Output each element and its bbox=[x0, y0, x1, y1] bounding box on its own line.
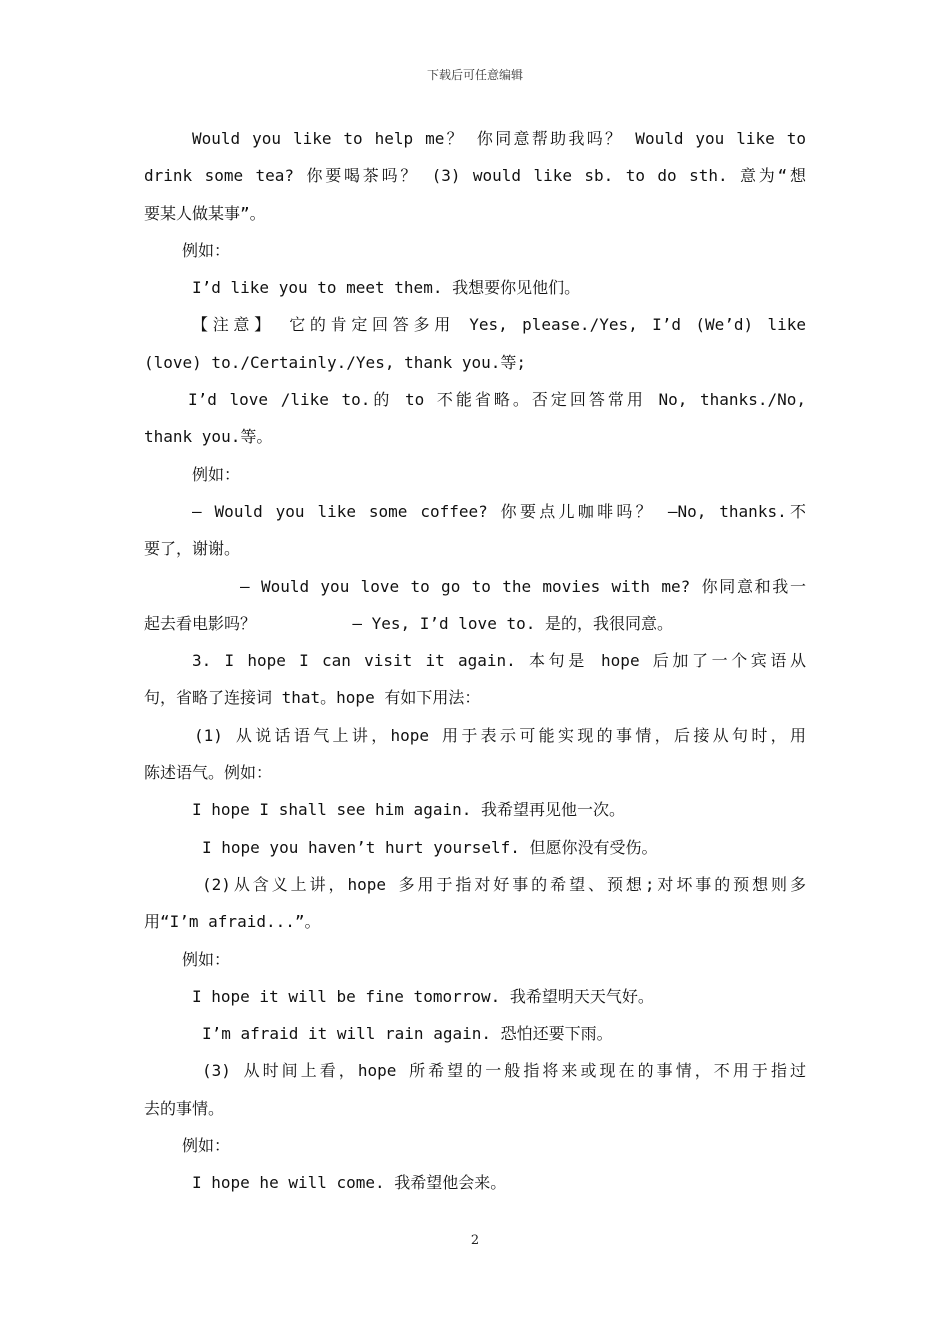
text-line: I’m afraid it will rain again. 恐怕还要下雨。 bbox=[202, 1024, 613, 1044]
text-line: 【注意】 它的肯定回答多用 Yes, please./Yes, I’d (We’d) like bbox=[192, 315, 806, 335]
text-line: (1) 从说话语气上讲，hope 用于表示可能实现的事情，后接从句时，用 bbox=[194, 725, 806, 745]
text-line: 起去看电影吗？ — Yes, I’d love to. 是的，我很同意。 bbox=[144, 613, 673, 633]
text-line: I hope you haven’t hurt yourself. 但愿你没有受伤。 bbox=[202, 837, 658, 857]
text-line: I’d like you to meet them. 我想要你见他们。 bbox=[192, 278, 581, 298]
text-line: 要了，谢谢。 bbox=[144, 539, 241, 559]
text-line: (love) to./Certainly./Yes, thank you.等; bbox=[144, 352, 527, 372]
text-line: 句，省略了连接词 that。hope 有如下用法： bbox=[144, 688, 481, 708]
text-line: I hope it will be fine tomorrow. 我希望明天天气好。 bbox=[192, 986, 654, 1006]
page-number: 2 bbox=[470, 1233, 480, 1248]
text-line: 要某人做某事”。 bbox=[144, 203, 266, 223]
text-line: (2)从含义上讲，hope 多用于指对好事的希望、预想;对坏事的预想则多 bbox=[202, 874, 806, 894]
text-line: 例如： bbox=[192, 464, 241, 484]
text-line: 用“I’m afraid...”。 bbox=[144, 912, 321, 932]
text-line: Would you like to help me？ 你同意帮助我吗？ Would you like to bbox=[192, 129, 806, 148]
text-line: — Would you like some coffee? 你要点儿咖啡吗？ —No, thanks.不 bbox=[192, 501, 806, 521]
text-line: (3) 从时间上看，hope 所希望的一般指将来或现在的事情，不用于指过 bbox=[202, 1061, 806, 1081]
text-line: I hope he will come. 我希望他会来。 bbox=[192, 1173, 507, 1193]
text-line: I’d love /like to.的 to 不能省略。否定回答常用 No, thanks./No, bbox=[188, 390, 806, 410]
text-line: 去的事情。 bbox=[144, 1098, 225, 1118]
text-line: I hope I shall see him again. 我希望再见他一次。 bbox=[192, 800, 625, 820]
document-body bbox=[144, 120, 806, 1202]
text-line: 3. I hope I can visit it again. 本句是 hope 后加了一个宾语从 bbox=[192, 651, 806, 671]
text-line: — Would you love to go to the movies with me? 你同意和我一 bbox=[240, 576, 806, 596]
page-header: 下载后可任意编辑 bbox=[426, 68, 523, 82]
text-line: drink some tea? 你要喝茶吗？ (3) would like sb. to do sth. 意为“想 bbox=[144, 166, 806, 186]
text-line: 陈述语气。例如： bbox=[144, 763, 273, 783]
text-line: 例如： bbox=[182, 949, 231, 969]
text-line: thank you.等。 bbox=[144, 427, 273, 447]
text-line: 例如： bbox=[182, 1136, 231, 1156]
text-line: 例如： bbox=[182, 240, 231, 260]
